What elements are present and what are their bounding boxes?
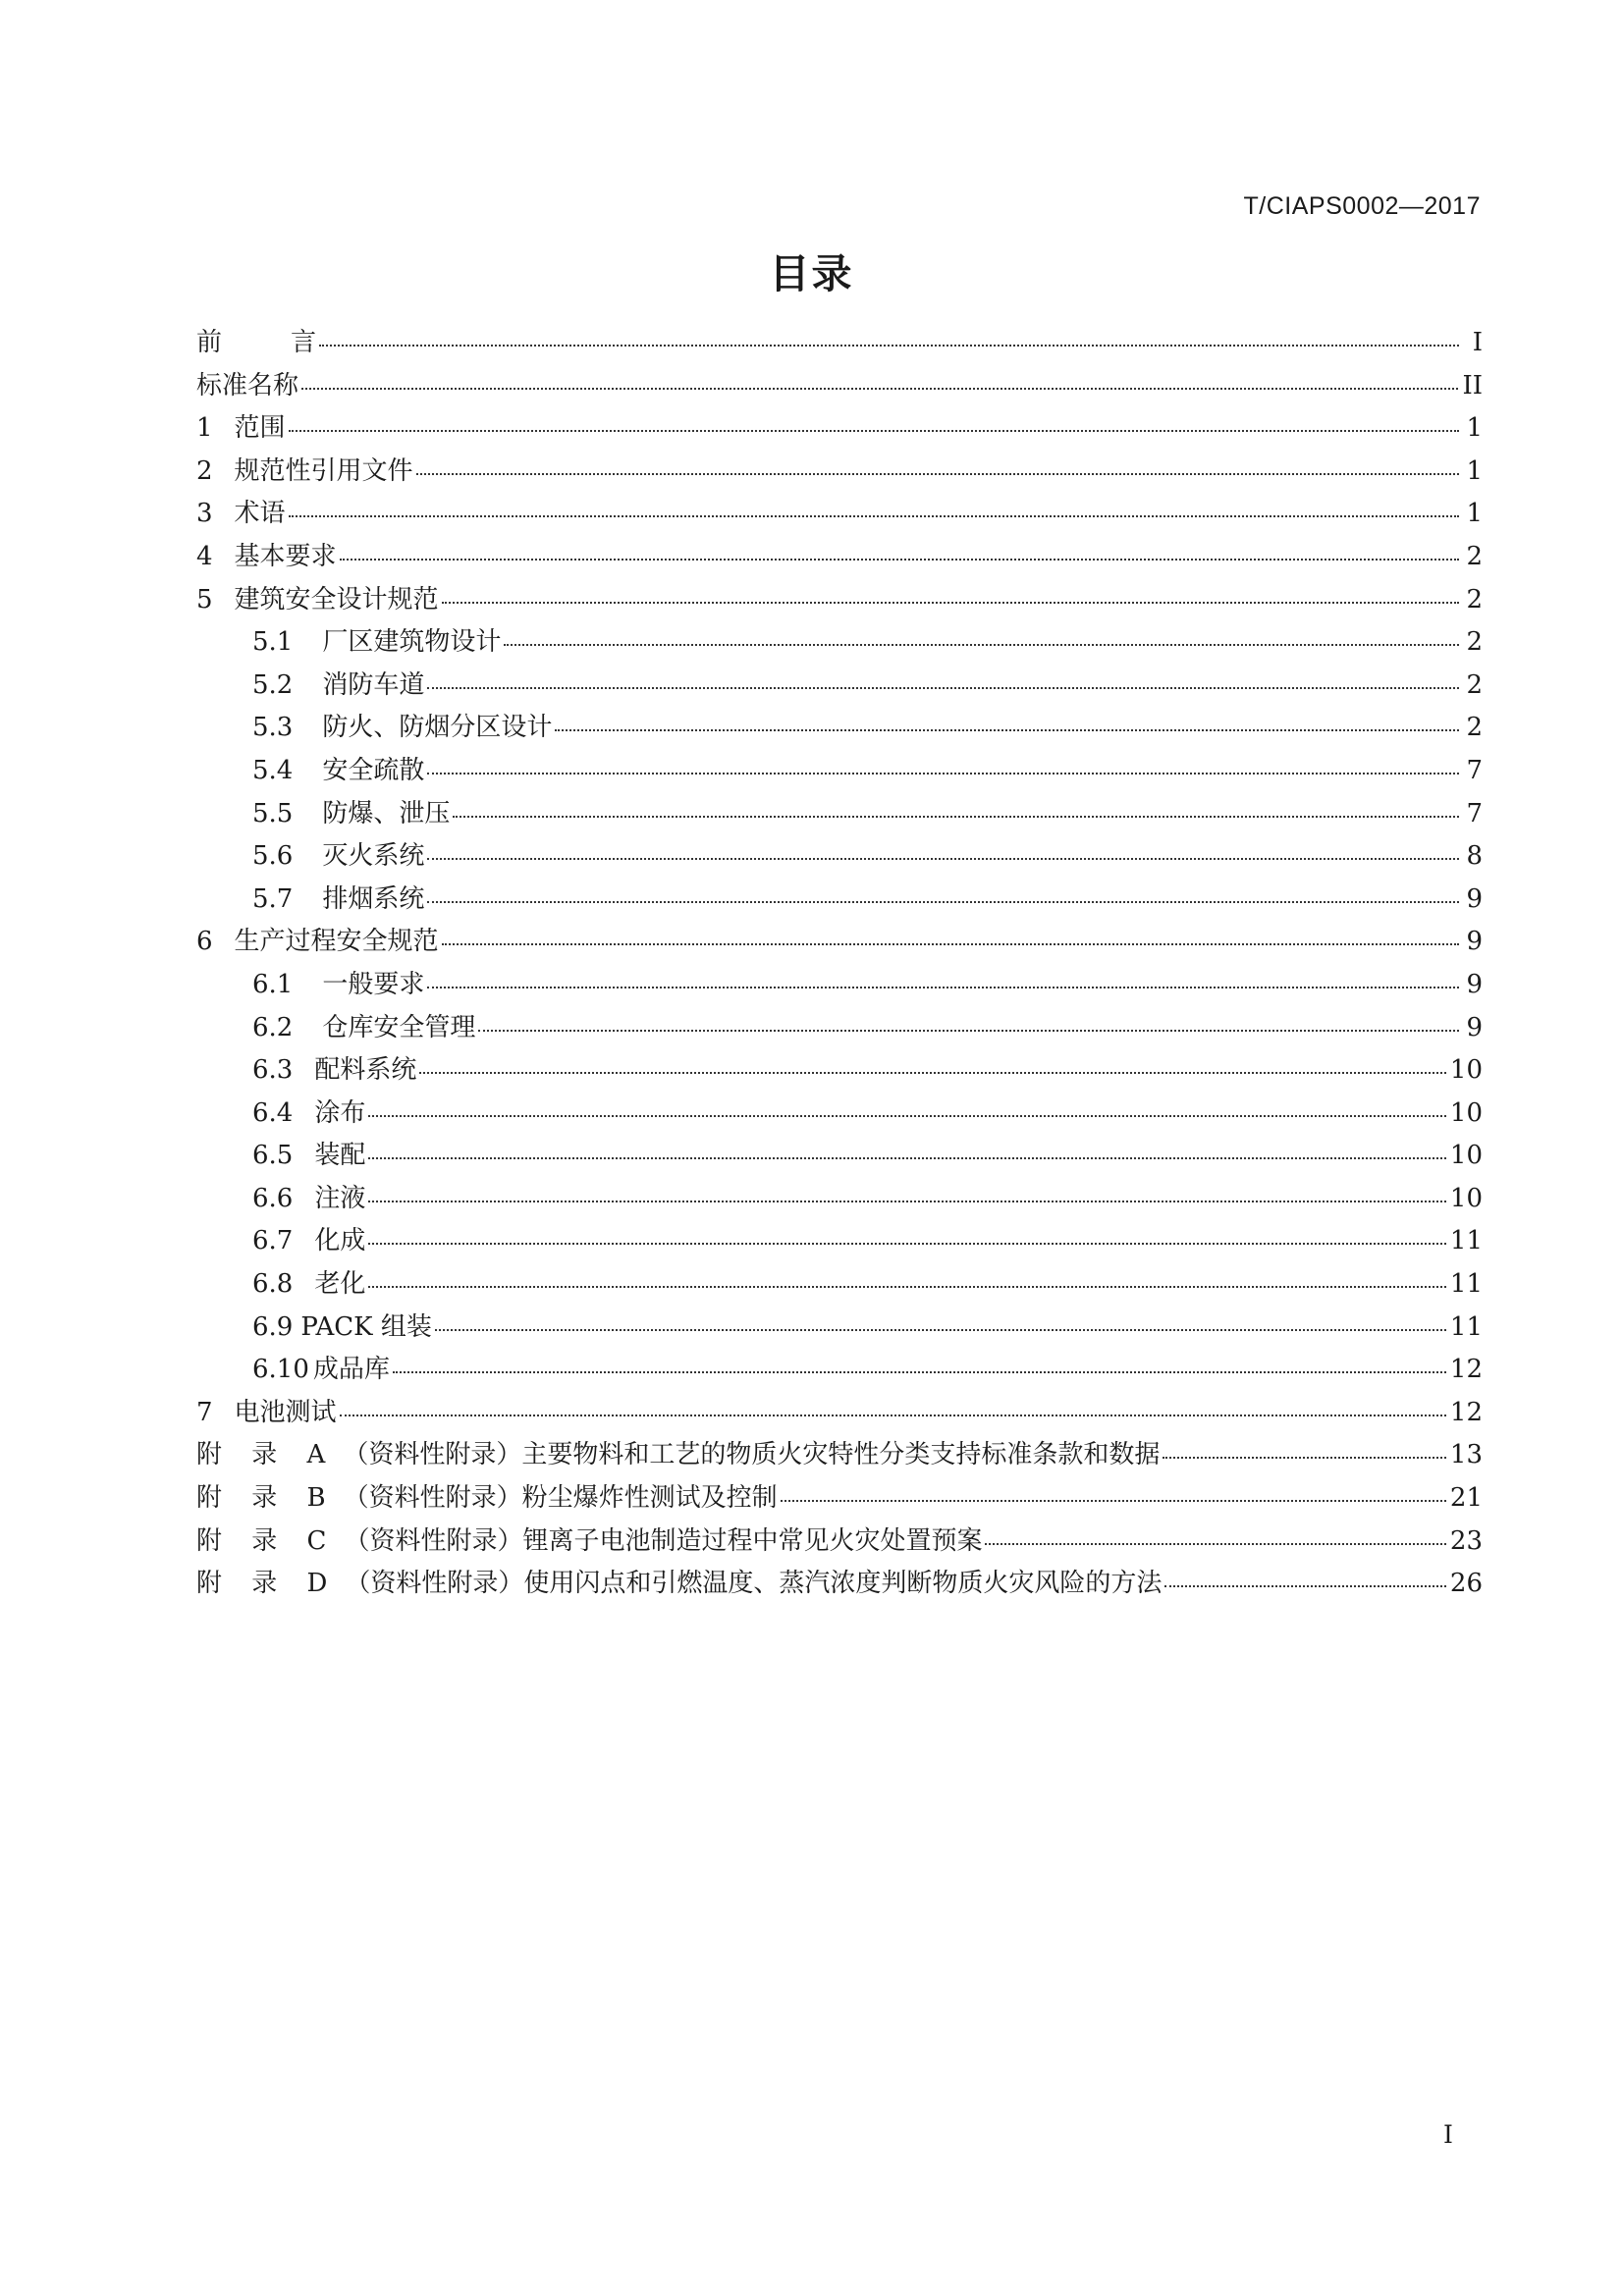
toc-entry-label: 建筑安全设计规范 — [234, 584, 439, 614]
toc-entry-number: 6.7 — [252, 1226, 294, 1256]
toc-entry[interactable] — [196, 1093, 1483, 1136]
dot-leader — [368, 1113, 1446, 1117]
toc-entry-label: 基本要求 — [234, 541, 337, 571]
toc-entry-number: 5.7 — [252, 883, 294, 914]
toc-entry-page: 2 — [1466, 541, 1483, 571]
toc-entry-page: 2 — [1466, 669, 1483, 700]
dot-leader — [368, 1284, 1446, 1288]
toc-entry-page: 10 — [1449, 1055, 1483, 1086]
toc-entry[interactable] — [196, 964, 1483, 1007]
toc-entry-number: 附 录 C — [196, 1525, 327, 1556]
toc-entry[interactable] — [196, 365, 1483, 408]
toc-entry-page: 2 — [1466, 713, 1483, 743]
toc-entry-number: 3 — [196, 499, 213, 529]
toc-entry[interactable] — [196, 835, 1483, 879]
dot-leader — [435, 1327, 1446, 1331]
toc-entry-label: 涂布 — [314, 1097, 366, 1128]
toc-entry[interactable] — [196, 1521, 1483, 1564]
toc-entry-page: 2 — [1466, 627, 1483, 658]
toc-entry-label: PACK 组装 — [300, 1311, 432, 1342]
dot-leader — [555, 727, 1459, 731]
dot-leader — [442, 600, 1459, 604]
dot-leader — [1163, 1455, 1446, 1459]
dot-leader — [427, 685, 1459, 689]
toc-entry[interactable] — [196, 493, 1483, 536]
toc-entry-page: 11 — [1449, 1269, 1483, 1300]
page-title: 目录 — [769, 250, 854, 297]
toc-entry-number: 6.8 — [252, 1269, 294, 1300]
toc-entry-page: 1 — [1466, 413, 1483, 444]
toc-entry-label: 仓库安全管理 — [322, 1012, 476, 1042]
toc-entry-label: 生产过程安全规范 — [234, 927, 439, 957]
toc-entry-number: 5.2 — [252, 669, 294, 700]
toc-entry-number: 5.3 — [252, 713, 294, 743]
toc-entry[interactable] — [196, 921, 1483, 964]
toc-entry[interactable] — [196, 536, 1483, 579]
toc-entry-page: 11 — [1449, 1226, 1483, 1256]
dot-leader — [781, 1498, 1446, 1502]
toc-entry-label: 老化 — [314, 1269, 366, 1300]
toc-entry-page: 23 — [1449, 1525, 1483, 1556]
toc-entry-page: 9 — [1466, 883, 1483, 914]
toc-entry-label: 化成 — [314, 1226, 366, 1256]
toc-entry-page: 10 — [1449, 1183, 1483, 1213]
toc-entry-label: 厂区建筑物设计 — [322, 627, 502, 658]
toc-entry-number: 6 — [196, 927, 213, 957]
toc-entry-page: 13 — [1449, 1440, 1483, 1470]
toc-entry-label: 标准名称 — [196, 370, 299, 400]
dot-leader — [453, 814, 1459, 818]
toc-entry[interactable] — [196, 621, 1483, 665]
toc-entry-label: 一般要求 — [322, 969, 425, 999]
toc-entry[interactable] — [196, 1392, 1483, 1435]
toc-entry-page: 10 — [1449, 1097, 1483, 1128]
dot-leader — [368, 1155, 1446, 1159]
dot-leader — [442, 941, 1459, 945]
toc-entry-page: 9 — [1466, 927, 1483, 957]
toc-entry-label: 成品库 — [312, 1355, 390, 1385]
toc-entry[interactable] — [196, 451, 1483, 494]
toc-entry-page: 7 — [1466, 755, 1483, 785]
dot-leader — [289, 513, 1459, 517]
toc-entry-number: 5.5 — [252, 798, 294, 828]
toc-entry-number: 附 录 D — [196, 1569, 328, 1599]
dot-leader — [427, 985, 1459, 988]
dot-leader — [416, 471, 1459, 475]
page-number: I — [1443, 2120, 1453, 2149]
toc-entry[interactable] — [196, 1049, 1483, 1093]
dot-leader — [393, 1369, 1446, 1373]
toc-entry-page: 11 — [1449, 1311, 1483, 1342]
toc-entry[interactable] — [196, 1349, 1483, 1392]
toc-entry[interactable] — [196, 1007, 1483, 1050]
dot-leader — [368, 1199, 1446, 1202]
toc-entry-number: 7 — [196, 1397, 213, 1427]
toc-entry-page: I — [1472, 328, 1483, 357]
toc-entry-label: （资料性附录）主要物料和工艺的物质火灾特性分类支持标准条款和数据 — [343, 1440, 1161, 1470]
toc-entry[interactable] — [196, 1477, 1483, 1521]
table-of-contents — [196, 322, 1483, 1606]
toc-entry-number: 前 — [196, 328, 223, 357]
toc-entry-label: 消防车道 — [322, 669, 425, 700]
toc-entry-number: 5.1 — [252, 627, 294, 658]
toc-entry-label: 范围 — [234, 413, 286, 444]
toc-entry-number: 6.3 — [252, 1055, 294, 1086]
toc-entry[interactable] — [196, 1563, 1483, 1606]
dot-leader — [427, 899, 1459, 903]
toc-entry[interactable] — [196, 750, 1483, 793]
toc-entry-label: 防火、防烟分区设计 — [322, 713, 553, 743]
toc-entry-number: 6.9 — [252, 1311, 294, 1342]
toc-entry-page: 2 — [1466, 584, 1483, 614]
dot-leader — [340, 557, 1459, 561]
toc-entry[interactable] — [196, 579, 1483, 622]
dot-leader — [301, 386, 1458, 390]
toc-entry[interactable] — [196, 1307, 1483, 1350]
dot-leader — [340, 1413, 1446, 1416]
toc-entry[interactable] — [196, 1178, 1483, 1221]
toc-entry-label: 排烟系统 — [322, 883, 425, 914]
toc-entry-number: 5.6 — [252, 841, 294, 872]
toc-entry-number: 6.10 — [252, 1355, 309, 1385]
toc-entry-page: II — [1462, 370, 1483, 400]
toc-entry-page: 9 — [1466, 969, 1483, 999]
toc-entry[interactable] — [196, 407, 1483, 451]
toc-entry[interactable] — [196, 665, 1483, 708]
toc-entry-label: 安全疏散 — [322, 755, 425, 785]
toc-entry-number: 6.4 — [252, 1097, 294, 1128]
toc-entry-number: 5.4 — [252, 755, 294, 785]
toc-entry-number: 附 录 B — [196, 1483, 326, 1514]
toc-entry-page: 7 — [1466, 798, 1483, 828]
dot-leader — [427, 771, 1459, 774]
toc-entry-label: 防爆、泄压 — [322, 798, 451, 828]
dot-leader — [289, 428, 1459, 432]
toc-entry-page: 12 — [1449, 1355, 1483, 1385]
toc-entry[interactable] — [196, 1135, 1483, 1178]
dot-leader — [419, 1070, 1446, 1074]
toc-entry-number: 6.2 — [252, 1012, 294, 1042]
toc-entry-label: 言 — [291, 328, 317, 357]
toc-entry-page: 1 — [1466, 499, 1483, 529]
toc-entry-page: 9 — [1466, 1012, 1483, 1042]
toc-entry-page: 12 — [1449, 1397, 1483, 1427]
toc-entry-number: 1 — [196, 413, 213, 444]
toc-entry-number: 附 录 A — [196, 1440, 326, 1470]
toc-entry[interactable] — [196, 707, 1483, 750]
dot-leader — [368, 1241, 1446, 1245]
toc-entry-number: 2 — [196, 455, 213, 486]
dot-leader — [427, 856, 1459, 860]
dot-leader — [504, 642, 1459, 646]
toc-entry-label: （资料性附录）使用闪点和引燃温度、蒸汽浓度判断物质火灾风险的方法 — [345, 1569, 1163, 1599]
dot-leader — [1164, 1583, 1446, 1587]
toc-entry-label: 装配 — [314, 1141, 366, 1171]
toc-entry[interactable] — [196, 322, 1483, 365]
toc-entry-label: 灭火系统 — [322, 841, 425, 872]
toc-entry[interactable] — [196, 1220, 1483, 1263]
toc-entry[interactable] — [196, 793, 1483, 836]
dot-leader — [985, 1541, 1445, 1545]
toc-entry-number: 5 — [196, 584, 213, 614]
toc-entry-label: 电池测试 — [234, 1397, 337, 1427]
toc-entry-page: 21 — [1449, 1483, 1483, 1514]
toc-entry-page: 26 — [1449, 1569, 1483, 1599]
toc-entry-label: 配料系统 — [314, 1055, 417, 1086]
toc-entry-number: 6.5 — [252, 1141, 294, 1171]
doc-code: T/CIAPS0002—2017 — [1243, 192, 1481, 220]
toc-entry-label: 注液 — [314, 1183, 366, 1213]
toc-entry-number: 6.6 — [252, 1183, 294, 1213]
toc-entry-label: 术语 — [234, 499, 286, 529]
toc-entry-page: 1 — [1466, 455, 1483, 486]
toc-entry-label: （资料性附录）粉尘爆炸性测试及控制 — [343, 1483, 778, 1514]
toc-entry-number: 4 — [196, 541, 213, 571]
toc-entry-label: （资料性附录）锂离子电池制造过程中常见火灾处置预案 — [344, 1525, 983, 1556]
toc-entry-number: 6.1 — [252, 969, 294, 999]
toc-entry[interactable] — [196, 879, 1483, 922]
toc-entry-page: 10 — [1449, 1141, 1483, 1171]
dot-leader — [319, 343, 1459, 347]
dot-leader — [478, 1028, 1459, 1032]
toc-entry[interactable] — [196, 1263, 1483, 1307]
toc-entry[interactable] — [196, 1434, 1483, 1477]
toc-entry-page: 8 — [1466, 841, 1483, 872]
toc-entry-label: 规范性引用文件 — [234, 455, 413, 486]
